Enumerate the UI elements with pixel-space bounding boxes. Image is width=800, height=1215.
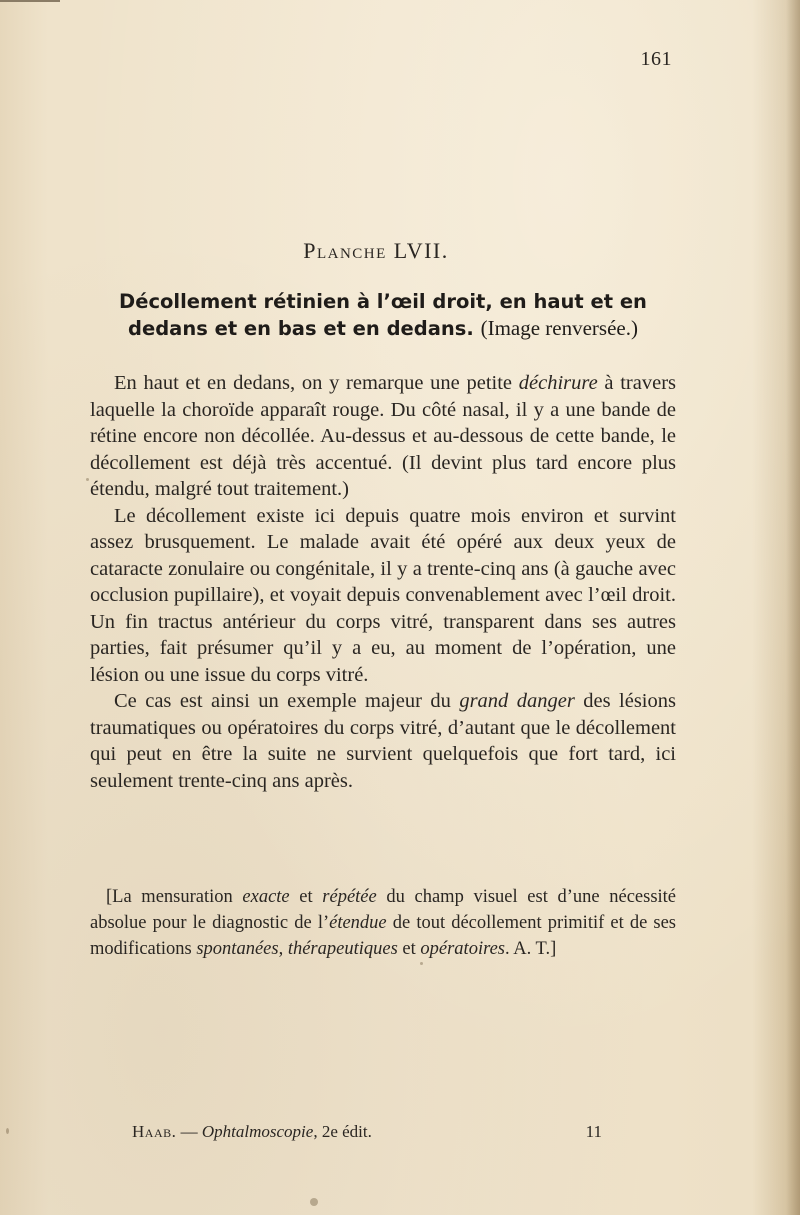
plate-heading-parenthetical: (Image renversée.) — [480, 316, 638, 340]
paragraph — [90, 688, 676, 794]
paragraph — [90, 503, 676, 689]
text-run: , — [278, 939, 288, 959]
footer-dash: — — [176, 1122, 202, 1141]
paper-speck — [6, 1128, 9, 1134]
page-number: 161 — [640, 48, 672, 70]
paper-speck — [310, 1198, 318, 1206]
text-run: des lésions traumatiques ou opératoires du corps vitré, d’autant que le décollement qui peut en être la suite ne survient quelquefois que fort tard, ici seulement trente-cinq ans après. — [90, 690, 676, 792]
footer-author: Haab. — [132, 1122, 177, 1141]
text-run-italic: spontanées — [196, 939, 279, 959]
plate-heading — [90, 288, 676, 342]
footer-edition: , 2e édit. — [313, 1122, 372, 1141]
footer-book-title: Ophtalmoscopie — [201, 1122, 314, 1141]
text-run: de tout décollement primitif et de ses modifications — [90, 913, 677, 959]
text-run: En haut et en dedans, on y remarque une petite — [114, 372, 519, 394]
text-run-italic: grand danger — [459, 690, 575, 712]
page-edge-shadow — [786, 0, 800, 1215]
text-run: . A. T.] — [505, 939, 557, 959]
translator-note — [90, 884, 676, 962]
plate-title-number: LVII. — [393, 238, 449, 263]
text-run-italic: thérapeutiques — [287, 939, 398, 959]
plate-title-prefix: Planche — [303, 238, 387, 263]
text-run: et — [397, 939, 421, 959]
text-run-italic: opératoires — [420, 939, 506, 959]
text-run-italic: déchirure — [518, 372, 598, 394]
page-footer — [132, 1122, 602, 1142]
plate-heading-main: Décollement rétinien à l’œil droit, en haut et en dedans et en bas et en dedans. — [119, 290, 647, 340]
text-run: du champ visuel est d’une nécessité absolue pour le diagnostic de l’ — [90, 887, 677, 933]
paragraph — [90, 370, 676, 503]
text-run-italic: exacte — [242, 887, 290, 907]
plate-title — [0, 238, 752, 264]
body-text — [90, 370, 676, 794]
note-paragraph — [90, 884, 676, 962]
text-run: à travers laquelle la choroïde apparaît rouge. Du côté nasal, il y a une bande de rétine encore non décollée. Au-dessus et au-dessous de cette bande, le décollement est déjà très accentué. (Il devint plus tard encore plus étendu, malgré tout traitement.) — [90, 372, 677, 500]
text-run-italic: étendue — [329, 913, 387, 933]
text-run: et — [289, 887, 323, 907]
signature-mark: 11 — [585, 1122, 602, 1141]
paper-speck — [86, 478, 89, 481]
paper-speck — [420, 962, 423, 965]
page-edge-mark — [0, 0, 60, 2]
text-run-italic: répétée — [322, 887, 377, 907]
text-run: [La mensuration — [106, 887, 243, 907]
text-run: Ce cas est ainsi un exemple majeur du — [114, 690, 460, 712]
text-run: Le décollement existe ici depuis quatre mois environ et survint assez brusquement. Le malade avait été opéré aux deux yeux de cataracte zonulaire ou congénitale, il y a trente-cinq ans (à gauche avec occlusion pupillaire), et voyait depuis convenablement avec l’œil droit. Un fin tractus antérieur du corps vitré, transparent dans ses autres parties, fait présumer qu’il y a eu, au moment de l’opération, une lésion ou une issue du corps vitré. — [90, 504, 676, 686]
